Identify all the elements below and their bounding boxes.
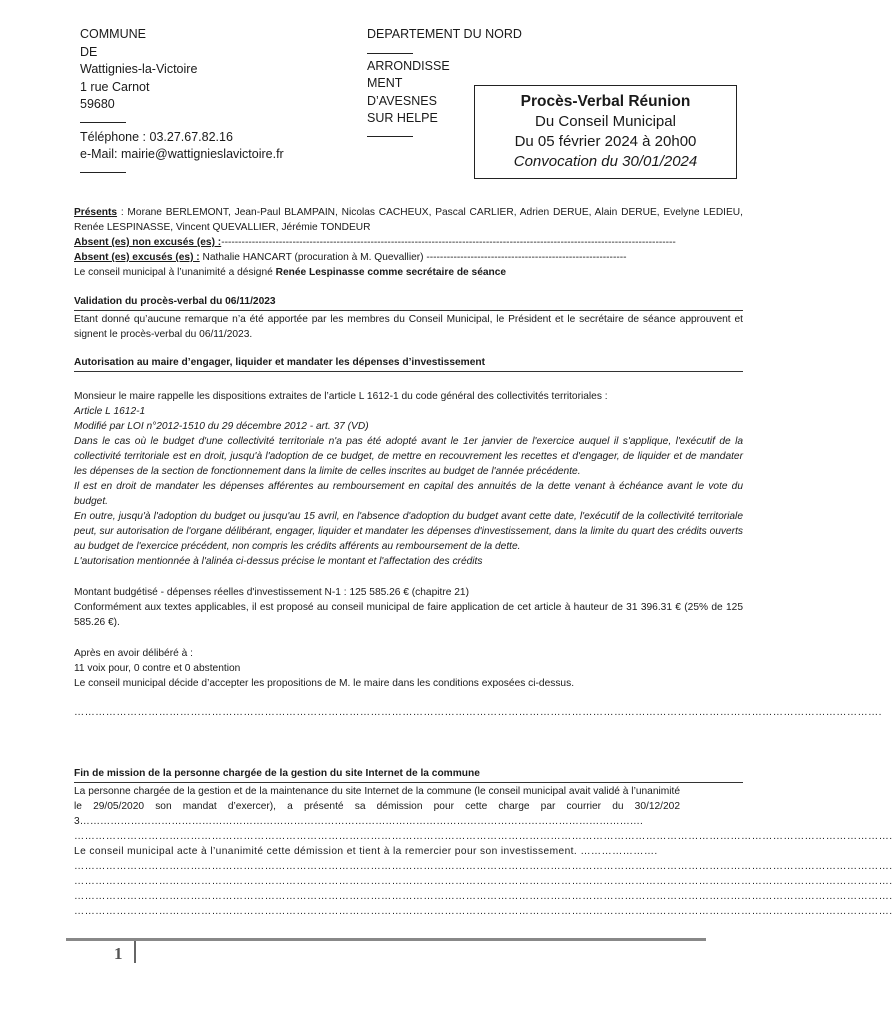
dotted-line: …………………………………………………………………………………………………………………………………………………………………………………………………………. [74, 707, 882, 718]
article-modification: Modifié par LOI n°2012-1510 du 29 décembre 2012 - art. 37 (VD) [74, 421, 369, 432]
page-number: 1 [114, 944, 123, 963]
convocation-date: Convocation du 30/01/2024 [513, 153, 698, 170]
article-paragraph: L'autorisation mentionnée à l'alinéa ci-dessus précise le montant et l'affectation des crédits [74, 556, 483, 567]
commune-email: e-Mail: mairie@wattignieslavictoire.fr [80, 147, 284, 161]
proposal-text: Conformément aux textes applicables, il est proposé au conseil municipal de faire application de cet article à hauteur de 31 396.31 € (25% de 125 585.26 €). [74, 602, 743, 628]
commune-postcode: 59680 [80, 97, 115, 111]
arrondissement-line2: MENT [367, 76, 403, 90]
spacer [74, 630, 743, 646]
divider [80, 122, 126, 123]
commune-block [80, 26, 284, 179]
footer-separator [134, 941, 136, 963]
present-label: Présents [74, 207, 118, 218]
commune-name: Wattignies-la-Victoire [80, 62, 198, 76]
document-title: Procès-Verbal Réunion [520, 93, 691, 110]
attendance-block [74, 205, 743, 280]
section-text: Etant donné qu’aucune remarque n’a été apportée par les membres du Conseil Municipal, le Président et le secrétaire de séance approuvent et signent le procès-verbal du 06/11/2023. [74, 314, 743, 340]
commune-street: 1 rue Carnot [80, 79, 150, 94]
section-title: Validation du procès-verbal du 06/11/2023 [74, 294, 743, 311]
commune-line1: COMMUNE [80, 27, 146, 41]
absent-excused-label: Absent (es) excusés (es) : [74, 252, 200, 263]
dotted-line: ……………………………………………………………………………………………………………………………………………………………………………………………………………. [74, 906, 892, 917]
footer-rule [66, 938, 706, 941]
dotted-line: ……………………………………………………………………………………………………………………………………………………………………………………………………………. [74, 891, 892, 902]
arrondissement-line4: SUR HELPE [367, 111, 438, 125]
absent-unexcused-label: Absent (es) non excusés (es) : [74, 237, 222, 248]
article-paragraph: Il est en droit de mandater les dépenses afférentes au remboursement en capital des annuités de la dette venant à échéance avant le vote du budget. [74, 481, 743, 507]
spacer [74, 569, 743, 585]
dotted-line: ……………………………………………………………………………………………………………………………………………………………………………………………………………. [74, 876, 892, 887]
divider [367, 53, 413, 54]
commune-line2: DE [80, 44, 98, 59]
meeting-date: Du 05 février 2024 à 20h00 [514, 133, 697, 150]
section-text [74, 784, 680, 829]
deliberation-intro: Après en avoir délibéré à : [74, 648, 193, 659]
article-paragraph: En outre, jusqu'à l'adoption du budget ou jusqu'au 15 avril, en l'absence d'adoption du budget avant cette date, l'exécutif de la collectivité territoriale peut, sur autorisation de l'organe délibérant, engager, liquider et mandater les dépenses d'investissement, dans la limite du quart des crédits ouverts au budget de l'exercice précédent, non compris les crédits afférents au remboursement de la dette. [74, 511, 743, 552]
present-line [74, 205, 743, 235]
section-authorisation [74, 355, 882, 720]
article-ref: Article L 1612-1 [74, 406, 146, 417]
secretary-name: Renée Lespinasse comme secrétaire de séance [275, 267, 507, 278]
commune-phone: Téléphone : 03.27.67.82.16 [80, 129, 233, 144]
absent-unexcused-dashes: -------------------------------------------------------------------------------------------------------------------------------------- [221, 237, 676, 248]
section-title: Fin de mission de la personne chargée de la gestion du site Internet de la commune [74, 766, 743, 783]
vote-result: 11 voix pour, 0 contre et 0 abstention [74, 663, 241, 674]
section-title: Autorisation au maire d’engager, liquider et mandater les dépenses d’investissement [74, 355, 743, 372]
title-subtitle: Du Conseil Municipal [535, 113, 676, 130]
secretary-line [74, 265, 743, 280]
absent-unexcused-line [74, 235, 743, 250]
acknowledgement-text: Le conseil municipal acte à l’unanimité cette démission et tient à la remercier pour son investissement. …………………. [74, 846, 658, 857]
section-validation [74, 294, 743, 342]
dotted-line: ……………………………………………………………………………………………………………………………………………………………………………………………………………. [74, 861, 892, 872]
department-label: DEPARTEMENT DU NORD [367, 27, 522, 41]
article-paragraph: Dans le cas où le budget d'une collectivité territoriale n'a pas été adopté avant le 1er janvier de l'exercice auquel il s'applique, l'exécutif de la collectivité territoriale est en droit, jusqu'à l'adoption de ce budget, de mettre en recouvrement les recettes et d'engager, de liquider et de mandater les dépenses de la section de fonctionnement dans la limite de celles inscrites au budget de l'année précédente. [74, 436, 743, 477]
article-intro: Monsieur le maire rappelle les dispositions extraites de l’article L 1612-1 du code général des collectivités territoriales : [74, 391, 608, 402]
absent-excused-line [74, 250, 743, 265]
resignation-text: La personne chargée de la gestion et de la maintenance du site Internet de la commune (le conseil municipal avait validé à l’unanimité le 29/05/2020 son mandat d’exercer), a présenté sa démission pour cette charge par courrier du 30/12/2023…………………………………………………………………………………………………………………………………………………. [74, 786, 680, 827]
present-names: : Morane BERLEMONT, Jean-Paul BLAMPAIN, Nicolas CACHEUX, Pascal CARLIER, Adrien DERUE, Alain DERUE, Evelyne LEDIEU, Renée LESPINASSE, Vincent QUEVALLIER, Jérémie TONDEUR [74, 207, 743, 233]
arrondissement-line3: D’AVESNES [367, 93, 437, 108]
absent-excused-text: Nathalie HANCART (procuration à M. Quevallier) ----------------------------------------------------------- [199, 252, 627, 263]
spacer [74, 691, 743, 705]
divider [367, 136, 413, 137]
secretary-prefix: Le conseil municipal à l’unanimité a désigné [74, 267, 276, 278]
arrondissement-line1: ARRONDISSE [367, 58, 450, 73]
section-website [74, 766, 892, 919]
spacer [74, 373, 743, 389]
budget-amount: Montant budgétisé - dépenses réelles d'investissement N-1 : 125 585.26 € (chapitre 21) [74, 587, 469, 598]
dotted-line: ……………………………………………………………………………………………………………………………………………………………………………………………………………. [74, 831, 892, 842]
title-box [474, 85, 737, 179]
council-decision: Le conseil municipal décide d’accepter les propositions de M. le maire dans les conditions exposées ci-dessus. [74, 678, 575, 689]
divider [80, 172, 126, 173]
